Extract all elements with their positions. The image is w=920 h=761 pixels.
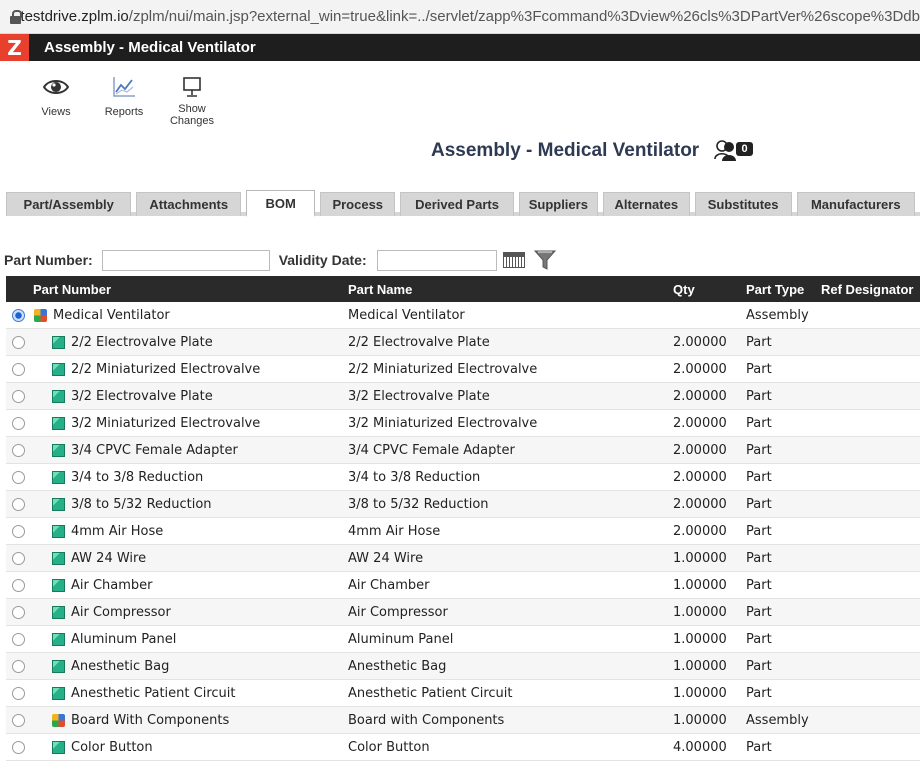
cell-part-type: Part: [746, 578, 772, 593]
col-part-name[interactable]: Part Name: [348, 282, 412, 297]
reports-label: Reports: [105, 106, 144, 118]
cell-qty: 2.00000: [673, 416, 727, 431]
table-row[interactable]: [6, 383, 920, 410]
url-host: testdrive.zplm.io: [20, 8, 128, 25]
cell-part-number[interactable]: 3/4 to 3/8 Reduction: [71, 470, 203, 485]
row-select-radio[interactable]: [12, 606, 25, 619]
table-row[interactable]: [6, 599, 920, 626]
cell-part-number[interactable]: 2/2 Miniaturized Electrovalve: [71, 362, 260, 377]
row-select-radio[interactable]: [12, 714, 25, 727]
row-select-radio[interactable]: [12, 525, 25, 538]
cell-part-name: 2/2 Miniaturized Electrovalve: [348, 362, 537, 377]
cell-qty: 4.00000: [673, 740, 727, 755]
cell-part-type: Part: [746, 524, 772, 539]
cell-part-name: 4mm Air Hose: [348, 524, 440, 539]
reports-button[interactable]: [90, 74, 158, 127]
assembly-icon: [34, 309, 47, 322]
app-logo[interactable]: Z: [0, 34, 29, 61]
tab-bar: [6, 190, 920, 216]
cell-part-name: 3/8 to 5/32 Reduction: [348, 497, 489, 512]
col-ref-designator[interactable]: Ref Designator: [821, 282, 913, 297]
cell-qty: 1.00000: [673, 605, 727, 620]
cell-part-type: Part: [746, 389, 772, 404]
cell-part-number[interactable]: Board With Components: [71, 713, 229, 728]
cell-qty: 2.00000: [673, 335, 727, 350]
cell-part-type: Part: [746, 740, 772, 755]
part-cube-icon: [52, 687, 65, 700]
cell-part-type: Part: [746, 362, 772, 377]
part-cube-icon: [52, 525, 65, 538]
bom-grid: [6, 276, 920, 761]
cell-part-type: Part: [746, 470, 772, 485]
cell-part-number[interactable]: AW 24 Wire: [71, 551, 146, 566]
assembly-icon: [52, 714, 65, 727]
app-title-bar: [0, 34, 920, 61]
views-button[interactable]: [22, 74, 90, 127]
col-part-number[interactable]: Part Number: [33, 282, 111, 297]
cell-qty: 2.00000: [673, 362, 727, 377]
cell-part-number[interactable]: 2/2 Electrovalve Plate: [71, 335, 213, 350]
filter-bar: [4, 248, 557, 272]
row-select-radio[interactable]: [12, 444, 25, 457]
filter-icon[interactable]: [533, 249, 557, 271]
cell-part-number[interactable]: 3/8 to 5/32 Reduction: [71, 497, 212, 512]
cell-part-number[interactable]: 3/2 Miniaturized Electrovalve: [71, 416, 260, 431]
row-select-radio[interactable]: [12, 687, 25, 700]
cell-qty: 2.00000: [673, 443, 727, 458]
row-select-radio[interactable]: [12, 552, 25, 565]
row-select-radio[interactable]: [12, 633, 25, 646]
row-select-radio[interactable]: [12, 660, 25, 673]
cell-qty: 2.00000: [673, 470, 727, 485]
tab-derived-parts[interactable]: Derived Parts: [400, 192, 514, 216]
cell-part-name: 3/4 to 3/8 Reduction: [348, 470, 480, 485]
tab-alternates[interactable]: Alternates: [603, 192, 690, 216]
table-row[interactable]: [6, 464, 920, 491]
cell-part-name: 3/2 Miniaturized Electrovalve: [348, 416, 537, 431]
monitor-icon: [177, 74, 207, 100]
cell-part-type: Part: [746, 605, 772, 620]
part-cube-icon: [52, 363, 65, 376]
row-select-radio[interactable]: [12, 417, 25, 430]
table-row[interactable]: [6, 491, 920, 518]
views-label: Views: [41, 106, 70, 118]
row-select-radio[interactable]: [12, 309, 25, 322]
table-row[interactable]: [6, 734, 920, 761]
part-cube-icon: [52, 471, 65, 484]
cell-part-type: Assembly: [746, 713, 809, 728]
cell-part-name: Color Button: [348, 740, 430, 755]
part-cube-icon: [52, 633, 65, 646]
col-qty[interactable]: Qty: [673, 282, 695, 297]
cell-part-number[interactable]: Anesthetic Bag: [71, 659, 169, 674]
row-select-radio[interactable]: [12, 498, 25, 511]
tab-attachments[interactable]: Attachments: [136, 192, 241, 216]
table-row[interactable]: [6, 437, 920, 464]
row-select-radio[interactable]: [12, 363, 25, 376]
row-select-radio[interactable]: [12, 741, 25, 754]
cell-qty: 1.00000: [673, 551, 727, 566]
cell-part-type: Part: [746, 443, 772, 458]
cell-part-name: Medical Ventilator: [348, 308, 465, 323]
tab-manufacturers[interactable]: Manufacturers: [797, 192, 916, 216]
col-part-type[interactable]: Part Type: [746, 282, 804, 297]
cell-part-number[interactable]: 3/2 Electrovalve Plate: [71, 389, 213, 404]
show-changes-label-1: Show: [178, 103, 206, 115]
row-select-radio[interactable]: [12, 336, 25, 349]
tab-part-assembly[interactable]: Part/Assembly: [6, 192, 131, 216]
part-cube-icon: [52, 498, 65, 511]
part-cube-icon: [52, 390, 65, 403]
part-cube-icon: [52, 444, 65, 457]
cell-part-number[interactable]: Color Button: [71, 740, 153, 755]
cell-part-type: Part: [746, 335, 772, 350]
table-row[interactable]: [6, 572, 920, 599]
grid-header: [6, 276, 920, 302]
table-row[interactable]: [6, 410, 920, 437]
eye-icon: [41, 74, 71, 100]
browser-url-bar[interactable]: [0, 0, 920, 34]
tab-bom[interactable]: BOM: [246, 190, 315, 217]
part-cube-icon: [52, 579, 65, 592]
watchers-count-badge: 0: [736, 142, 753, 156]
part-number-input[interactable]: [102, 250, 270, 271]
part-cube-icon: [52, 336, 65, 349]
cell-part-number[interactable]: 3/4 CPVC Female Adapter: [71, 443, 238, 458]
cell-part-name: Air Chamber: [348, 578, 430, 593]
cell-part-number[interactable]: Aluminum Panel: [71, 632, 176, 647]
table-row[interactable]: [6, 680, 920, 707]
calendar-icon[interactable]: [503, 252, 525, 268]
cell-part-name: 3/2 Electrovalve Plate: [348, 389, 490, 404]
cell-part-name: Air Compressor: [348, 605, 448, 620]
tab-suppliers[interactable]: Suppliers: [519, 192, 598, 216]
validity-date-input[interactable]: [377, 250, 497, 271]
cell-part-name: 2/2 Electrovalve Plate: [348, 335, 490, 350]
cell-part-type: Part: [746, 551, 772, 566]
show-changes-button[interactable]: [158, 74, 226, 127]
cell-part-number[interactable]: Air Compressor: [71, 605, 171, 620]
cell-qty: 2.00000: [673, 497, 727, 512]
cell-part-number[interactable]: Medical Ventilator: [53, 308, 170, 323]
tab-process[interactable]: Process: [320, 192, 395, 216]
cell-qty: 1.00000: [673, 686, 727, 701]
cell-qty: 2.00000: [673, 524, 727, 539]
part-number-label: Part Number:: [4, 252, 93, 268]
table-row[interactable]: [6, 329, 920, 356]
cell-part-number[interactable]: Air Chamber: [71, 578, 153, 593]
part-cube-icon: [52, 552, 65, 565]
table-row[interactable]: [6, 302, 920, 329]
cell-qty: 2.00000: [673, 389, 727, 404]
part-cube-icon: [52, 606, 65, 619]
row-select-radio[interactable]: [12, 471, 25, 484]
table-row[interactable]: [6, 545, 920, 572]
cell-part-name: Board with Components: [348, 713, 504, 728]
cell-part-type: Part: [746, 632, 772, 647]
cell-part-type: Part: [746, 686, 772, 701]
row-select-radio[interactable]: [12, 579, 25, 592]
url-path: /zplm/nui/main.jsp?external_win=true&link=../servlet/zapp%3Fcommand%3Dview%26cls%3DPartVer%26scope%3Ddb: [129, 8, 920, 25]
tab-substitutes[interactable]: Substitutes: [695, 192, 792, 216]
table-row[interactable]: [6, 653, 920, 680]
window-title: Assembly - Medical Ventilator: [44, 39, 256, 56]
cell-qty: 1.00000: [673, 632, 727, 647]
cell-part-number[interactable]: 4mm Air Hose: [71, 524, 163, 539]
cell-part-number[interactable]: Anesthetic Patient Circuit: [71, 686, 235, 701]
validity-date-label: Validity Date:: [279, 252, 367, 268]
cell-part-name: Anesthetic Patient Circuit: [348, 686, 512, 701]
cell-part-type: Assembly: [746, 308, 809, 323]
cell-part-name: AW 24 Wire: [348, 551, 423, 566]
toolbar: [22, 74, 226, 127]
part-cube-icon: [52, 660, 65, 673]
cell-part-name: 3/4 CPVC Female Adapter: [348, 443, 515, 458]
cell-part-type: Part: [746, 497, 772, 512]
part-cube-icon: [52, 417, 65, 430]
cell-qty: 1.00000: [673, 659, 727, 674]
table-row[interactable]: [6, 518, 920, 545]
cell-part-type: Part: [746, 416, 772, 431]
chart-icon: [109, 74, 139, 100]
cell-part-type: Part: [746, 659, 772, 674]
cell-part-name: Aluminum Panel: [348, 632, 453, 647]
page-title: Assembly - Medical Ventilator: [431, 140, 699, 162]
cell-part-name: Anesthetic Bag: [348, 659, 446, 674]
row-select-radio[interactable]: [12, 390, 25, 403]
grid-body: [6, 302, 920, 761]
table-row[interactable]: [6, 707, 920, 734]
cell-qty: 1.00000: [673, 713, 727, 728]
part-cube-icon: [52, 741, 65, 754]
table-row[interactable]: [6, 356, 920, 383]
cell-qty: 1.00000: [673, 578, 727, 593]
table-row[interactable]: [6, 626, 920, 653]
show-changes-label-2: Changes: [170, 115, 214, 127]
